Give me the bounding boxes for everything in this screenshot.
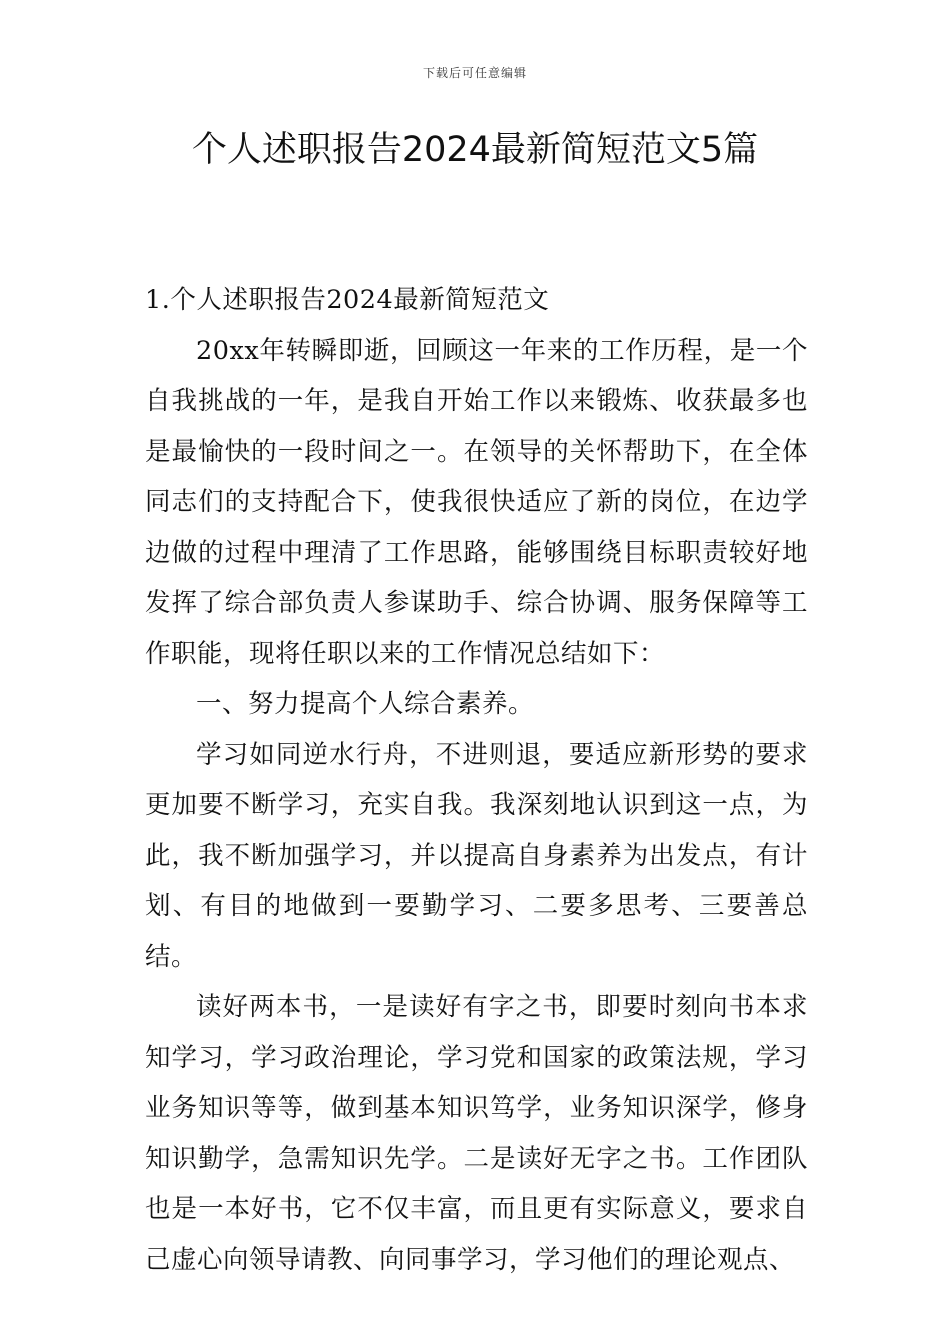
paragraph-subheading: 一、努力提高个人综合素养。 [196,689,535,719]
document-title: 个人述职报告2024最新简短范文5篇 [191,130,759,170]
document-body [145,275,808,1285]
paragraph-books: 读好两本书，一是读好有字之书，即要时刻向书本求知学习，学习政治理论，学习党和国家的政策法规，学习业务知识等等，做到基本知识笃学，业务知识深学，修身知识勤学，急需知识先学。二是读好无字之书。工作团队也是一本好书，它不仅丰富，而且更有实际意义，要求自己虚心向领导请教、向同事学习，学习他们的理论观点、 [145,992,808,1275]
header-note: 下载后可任意编辑 [422,66,527,80]
paragraph-intro: 20xx年转瞬即逝，回顾这一年来的工作历程，是一个自我挑战的一年，是我自开始工作以来锻炼、收获最多也是最愉快的一段时间之一。在领导的关怀帮助下，在全体同志们的支持配合下，使我很快适应了新的岗位，在边学边做的过程中理清了工作思路，能够围绕目标职责较好地发挥了综合部负责人参谋助手、综合协调、服务保障等工作职能，现将任职以来的工作情况总结如下： [145,335,808,669]
section-heading: 1.个人述职报告2024最新简短范文 [145,285,550,315]
paragraph-study: 学习如同逆水行舟，不进则退，要适应新形势的要求更加要不断学习，充实自我。我深刻地认识到这一点，为此，我不断加强学习，并以提高自身素养为出发点，有计划、有目的地做到一要勤学习、二要多思考、三要善总结。 [145,739,808,972]
